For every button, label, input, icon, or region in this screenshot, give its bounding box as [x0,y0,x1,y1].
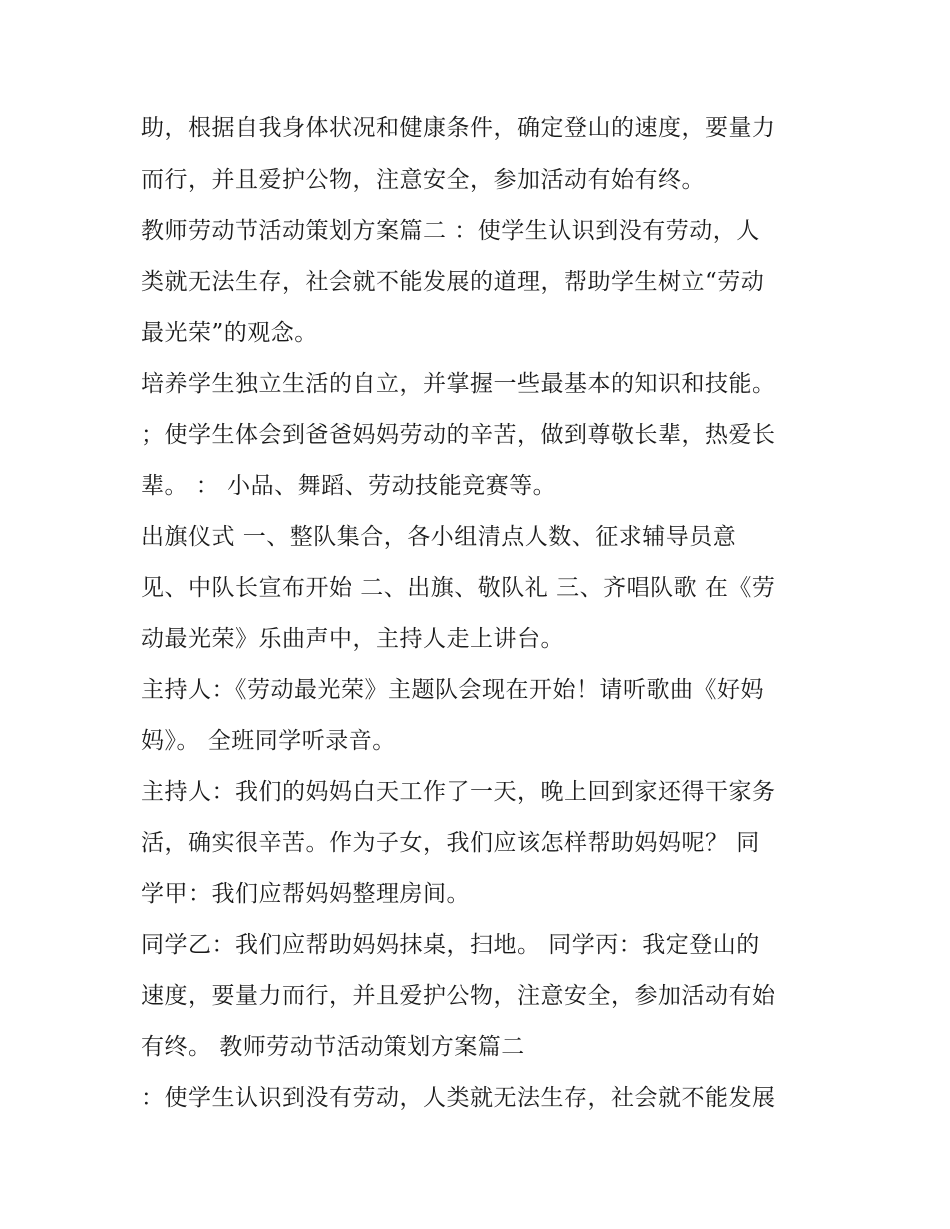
text-line: 辈。 ： 小品、舞蹈、劳动技能竞赛等。 [141,473,557,499]
text-line: 主持人：我们的妈妈白天工作了一天，晚上回到家还得干家务 [141,779,776,805]
text-line: 学甲：我们应帮妈妈整理房间。 [141,881,470,907]
text-line: 见、中队长宣布开始 二、出旗、敬队礼 三、齐唱队歌 在《劳 [141,575,776,601]
text-line: 主持人：《劳动最光荣》主题队会现在开始！请听歌曲《好妈 [141,677,764,703]
text-line: 最光荣”的观念。 [141,320,318,346]
text-line: 同学乙：我们应帮助妈妈抹桌，扫地。 同学丙：我定登山的 [141,932,760,958]
text-line: 类就无法生存，社会就不能发展的道理，帮助学生树立“劳动 [141,269,765,295]
text-line: 有终。 教师劳动节活动策划方案篇二 [141,1034,525,1060]
text-line: 活，确实很辛苦。作为子女，我们应该怎样帮助妈妈呢？ 同 [141,830,760,856]
text-line: 速度，要量力而行，并且爱护公物，注意安全，参加活动有始 [141,983,776,1009]
text-line: 动最光荣》乐曲声中，主持人走上讲台。 [141,626,564,652]
text-line: 出旗仪式 一、整队集合，各小组清点人数、征求辅导员意 [141,524,737,550]
text-line: ；使学生体会到爸爸妈妈劳动的辛苦，做到尊敬长辈，热爱长 [141,422,776,448]
text-line: 而行，并且爱护公物，注意安全，参加活动有始有终。 [141,167,705,193]
text-line: 助，根据自我身体状况和健康条件，确定登山的速度，要量力 [141,115,776,141]
text-line: 妈》。 全班同学听录音。 [141,728,396,754]
text-line: 教师劳动节活动策划方案篇二 ：使学生认识到没有劳动，人 [141,218,760,244]
text-line: ：使学生认识到没有劳动，人类就无法生存，社会就不能发展 [141,1085,776,1111]
text-line: 培养学生独立生活的自立，并掌握一些最基本的知识和技能。 [141,371,776,397]
